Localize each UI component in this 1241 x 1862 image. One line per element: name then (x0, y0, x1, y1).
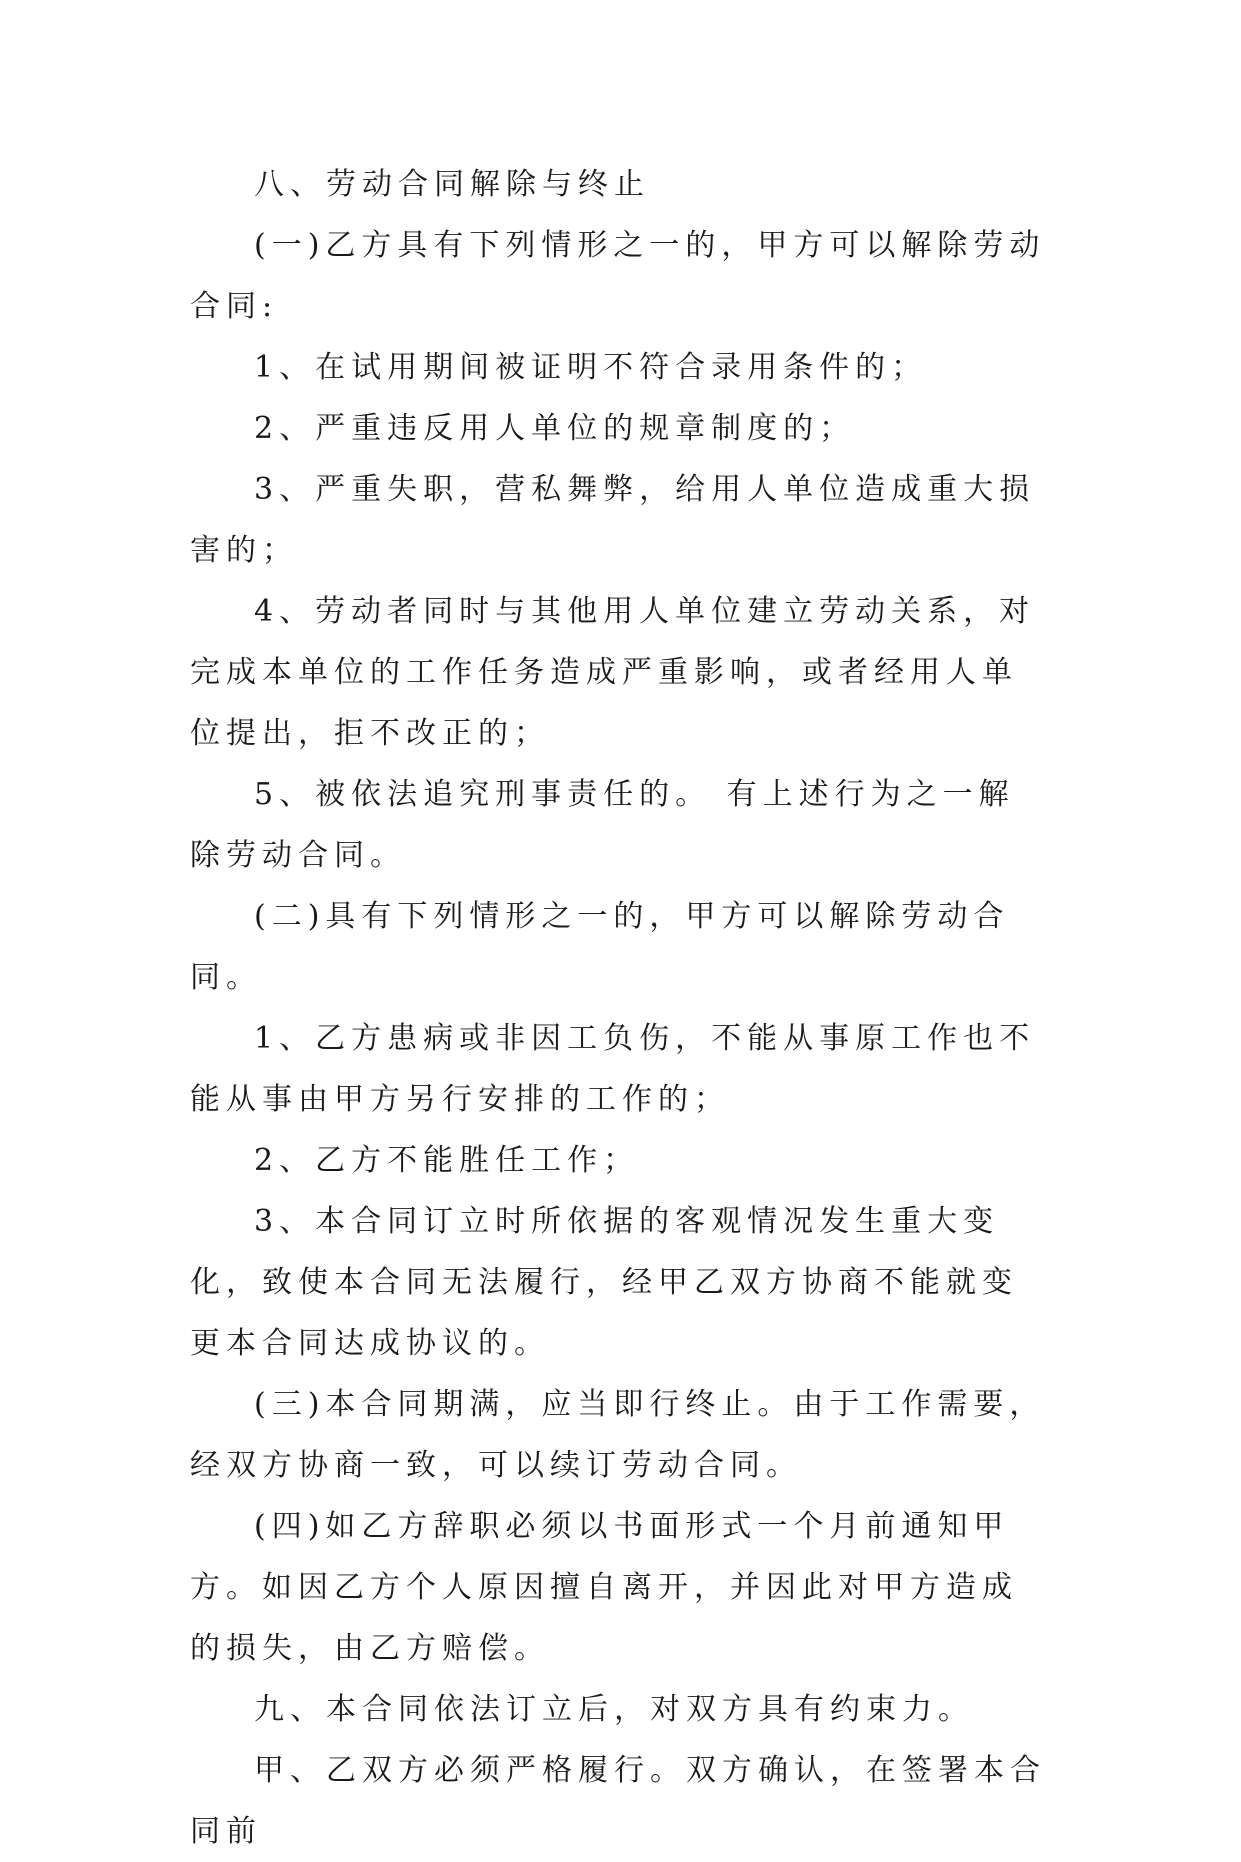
clause-3: (三)本合同期满，应当即行终止。由于工作需要，经双方协商一致，可以续订劳动合同。 (190, 1387, 1046, 1483)
clause-1-item-2: 2、严重违反用人单位的规章制度的； (254, 411, 856, 446)
clause-1-item-5: 5、被依法追究刑事责任的。 有上述行为之一解除劳动合同。 (190, 777, 1015, 873)
clause-1-item-4: 4、劳动者同时与其他用人单位建立劳动关系，对完成本单位的工作任务造成严重影响，或者经用人单位提出，拒不改正的； (190, 594, 1036, 751)
clause-2-item-2: 2、乙方不能胜任工作； (254, 1143, 640, 1178)
section-heading-termination: 八、劳动合同解除与终止 (254, 167, 650, 202)
section-heading-binding: 九、本合同依法订立后，对双方具有约束力。 (254, 1692, 974, 1727)
document-body (190, 154, 1046, 1862)
clause-2-item-1: 1、乙方患病或非因工负伤，不能从事原工作也不能从事由甲方另行安排的工作的； (190, 1021, 1036, 1117)
clause-4: (四)如乙方辞职必须以书面形式一个月前通知甲方。如因乙方个人原因擅自离开，并因此对甲方造成的损失，由乙方赔偿。 (190, 1509, 1018, 1666)
clause-1-heading: (一)乙方具有下列情形之一的，甲方可以解除劳动合同: (190, 228, 1046, 324)
clause-1-item-3: 3、严重失职，营私舞弊，给用人单位造成重大损害的； (190, 472, 1036, 568)
clause-2-heading: (二)具有下列情形之一的，甲方可以解除劳动合同。 (190, 899, 1010, 995)
clause-2-item-3: 3、本合同订立时所依据的客观情况发生重大变化，致使本合同无法履行，经甲乙双方协商不能就变更本合同达成协议的。 (190, 1204, 1018, 1361)
clause-1-item-1: 1、在试用期间被证明不符合录用条件的； (254, 350, 928, 385)
binding-paragraph: 甲、乙双方必须严格履行。双方确认，在签署本合同前 (190, 1753, 1046, 1849)
